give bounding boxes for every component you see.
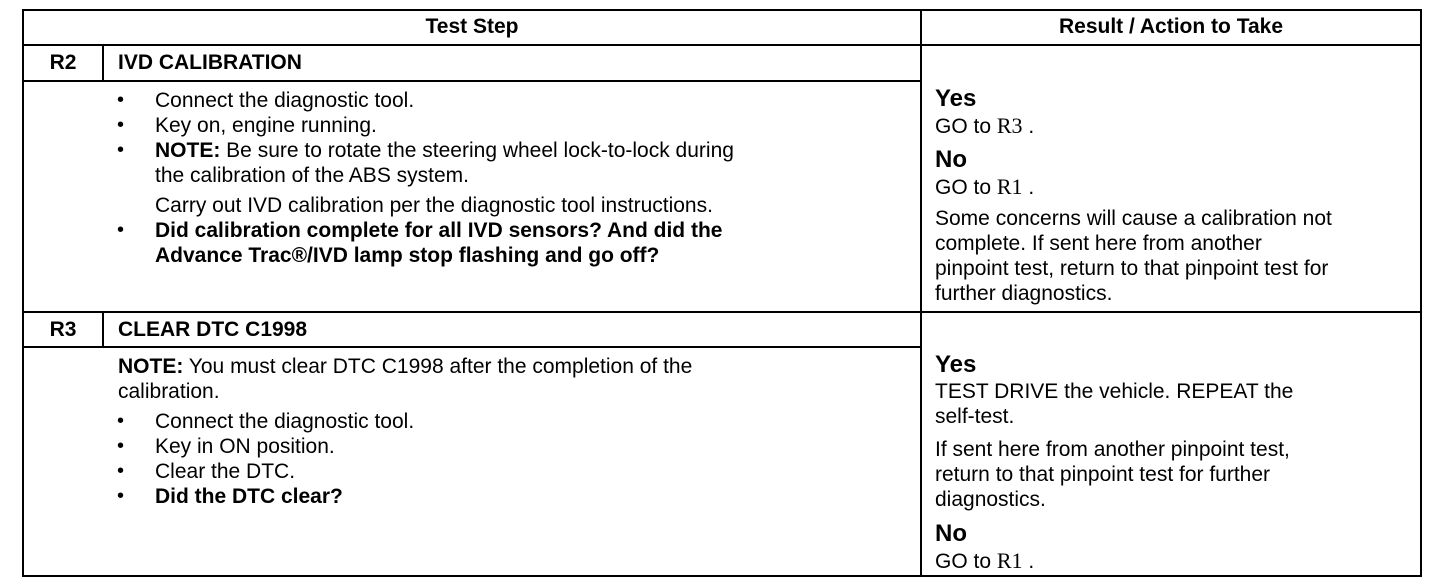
bullet-icon: • xyxy=(117,89,125,111)
r3-yes-line1: TEST DRIVE the vehicle. REPEAT the xyxy=(935,380,1294,403)
r3-step-id: R3 xyxy=(49,318,77,341)
header-divider xyxy=(22,44,1422,46)
bullet-icon: • xyxy=(117,139,125,161)
bullet-icon: • xyxy=(117,435,125,457)
go-to-text: GO to xyxy=(935,115,992,138)
r2-yes-action: GO to R3 . xyxy=(935,113,1035,138)
bullet-icon: • xyxy=(117,410,125,432)
r2-yes-ref-link[interactable]: R3 xyxy=(996,113,1023,138)
r2-concern-line4: further diagnostics. xyxy=(935,282,1113,305)
r2-note-text: Be sure to rotate the steering wheel lock-to-lock during xyxy=(226,139,734,162)
r3-note-text: You must clear DTC C1998 after the completion of the xyxy=(188,355,693,378)
r3-yes-label: Yes xyxy=(935,351,977,378)
r2-note-label: NOTE: xyxy=(155,139,221,162)
r3-id-divider xyxy=(102,311,104,347)
r3-title-divider xyxy=(22,346,922,348)
r2-concern-line2: complete. If sent here from another xyxy=(935,232,1262,255)
r2-carry-out: Carry out IVD calibration per the diagnostic tool instructions. xyxy=(155,194,713,217)
r2-step-connect: Connect the diagnostic tool. xyxy=(155,89,415,112)
r2-title-divider xyxy=(22,80,922,82)
r3-note-label: NOTE: xyxy=(118,355,184,378)
r3-sent-line2: return to that pinpoint test for further xyxy=(935,463,1271,486)
row-divider xyxy=(22,311,1422,313)
r3-no-ref-link[interactable]: R1 xyxy=(996,548,1023,573)
r2-step-title: IVD CALIBRATION xyxy=(118,51,302,74)
column-divider xyxy=(920,9,922,577)
r2-step-id: R2 xyxy=(49,51,77,74)
bullet-icon: • xyxy=(117,485,125,507)
r3-yes-line2: self-test. xyxy=(935,405,1015,428)
r3-question: Did the DTC clear? xyxy=(155,485,343,508)
r2-yes-label: Yes xyxy=(935,85,977,112)
r2-question-line1: Did calibration complete for all IVD sensors? And did the xyxy=(155,219,723,242)
r3-sent-line1: If sent here from another pinpoint test, xyxy=(935,438,1290,461)
r3-step-clear: Clear the DTC. xyxy=(155,460,296,483)
r3-note-line2: calibration. xyxy=(118,380,220,403)
r2-note-line2: the calibration of the ABS system. xyxy=(155,164,469,187)
go-to-text: GO to xyxy=(935,176,992,199)
bullet-icon: • xyxy=(117,460,125,482)
r2-concern-line3: pinpoint test, return to that pinpoint test for xyxy=(935,257,1329,280)
header-test-step: Test Step xyxy=(425,15,519,38)
r2-question-line2: Advance Trac®/IVD lamp stop flashing and go off? xyxy=(155,244,660,267)
r2-no-action: GO to R1 . xyxy=(935,174,1035,199)
go-to-text: GO to xyxy=(935,550,992,573)
r3-sent-line3: diagnostics. xyxy=(935,488,1046,511)
r3-step-key-on: Key in ON position. xyxy=(155,435,335,458)
r2-no-ref-link[interactable]: R1 xyxy=(996,174,1023,199)
r2-step-key-on: Key on, engine running. xyxy=(155,114,377,137)
r2-no-label: No xyxy=(935,146,967,173)
r3-step-connect: Connect the diagnostic tool. xyxy=(155,410,415,433)
r2-id-divider xyxy=(102,44,104,81)
r3-no-action: GO to R1 . xyxy=(935,548,1035,573)
r3-step-title: CLEAR DTC C1998 xyxy=(118,318,308,341)
r2-concern-line1: Some concerns will cause a calibration not xyxy=(935,207,1332,230)
bullet-icon: • xyxy=(117,219,125,241)
r3-note-line1 xyxy=(118,354,692,379)
r2-note-line1 xyxy=(155,138,734,163)
bullet-icon: • xyxy=(117,114,125,136)
r3-no-label: No xyxy=(935,520,967,547)
header-result: Result / Action to Take xyxy=(1058,15,1284,38)
